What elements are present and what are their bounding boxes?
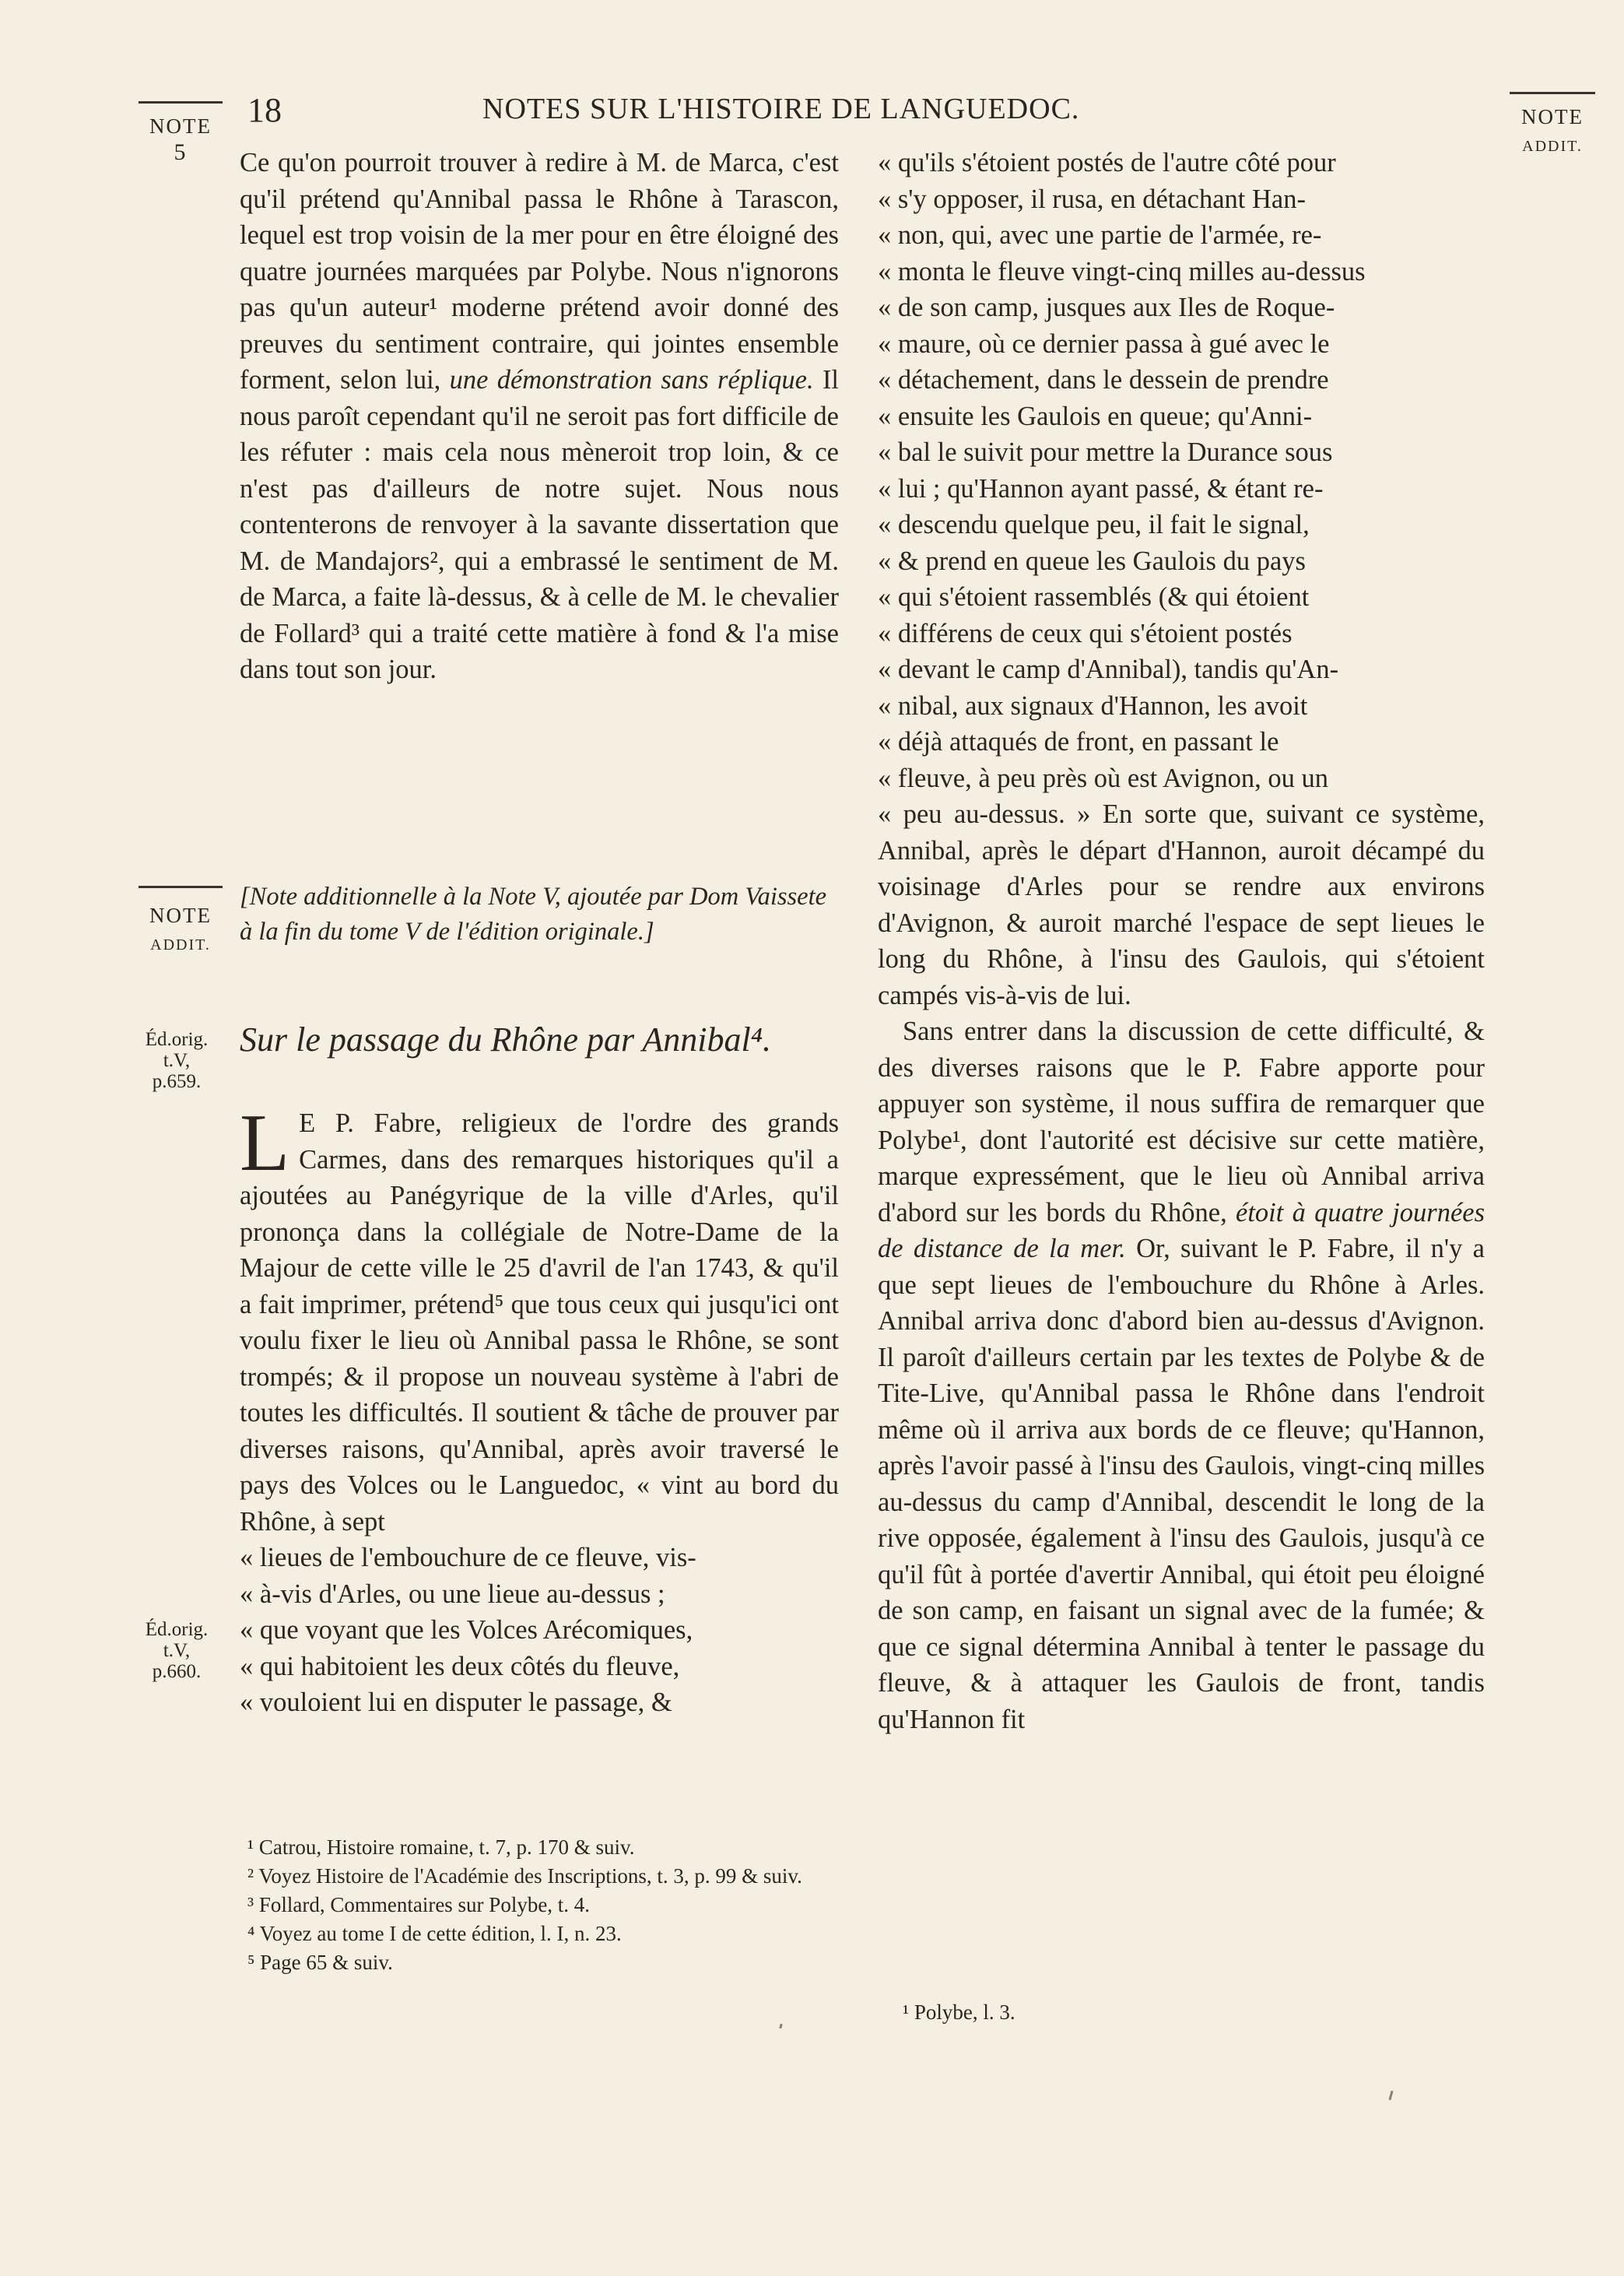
- quote-line: « monta le fleuve vingt-cinq milles au-dessus: [878, 256, 1366, 286]
- quote-line: « qui s'étoient rassemblés (& qui étoient: [878, 582, 1310, 612]
- footnote: ² Voyez Histoire de l'Académie des Inscriptions, t. 3, p. 99 & suiv.: [247, 1864, 802, 1888]
- footnote: ¹ Catrou, Histoire romaine, t. 7, p. 170 & suiv.: [247, 1835, 635, 1859]
- edition-ref-660: Éd.orig. t.V, p.660.: [145, 1619, 209, 1682]
- quote-line: « détachement, dans le dessein de prendre: [878, 365, 1329, 395]
- quote-end-paragraph: « peu au-dessus. » En sorte que, suivant ce système, Annibal, après le départ d'Hannon, auroit décampé du voisinage d'Arles pour se rendre aux environs d'Avignon, & auroit marché l'espace de sept lieues le long du Rhône, à l'insu des Gaulois, qui s'étoient campés vis-à-vis de lui.: [878, 799, 1485, 1010]
- right-note-sub: ADDIT.: [1522, 138, 1583, 155]
- quote-line: « descendu quelque peu, il fait le signal,: [878, 510, 1310, 539]
- right-footnote: ¹ Polybe, l. 3.: [903, 2000, 1015, 2024]
- right-note-rule: [1510, 92, 1595, 94]
- footnote: ³ Follard, Commentaires sur Polybe, t. 4.: [247, 1893, 591, 1916]
- quote-line: « qu'ils s'étoient postés de l'autre côté pour: [878, 148, 1336, 177]
- left-note-number: 5: [174, 139, 188, 165]
- intro-text-end: Il nous paroît cependant qu'il ne seroit pas fort difficile de les réfuter : mais cela nous mèneroit trop loin, & ce n'est pas d'ailleurs de notre sujet. Nous nous contenterons de renvoyer à la savante dissertation que M. de Mandajors², qui a embrassé le sentiment de M. de Marca, a faite là-dessus, & à celle de M. le chevalier de Follard³ qui a traité cette matière à fond & l'a mise dans tout son jour.: [240, 365, 840, 684]
- quote-line: « différens de ceux qui s'étoient postés: [878, 618, 1293, 648]
- left-footnotes: [247, 1833, 839, 1977]
- para2-text: Sans entrer dans la discussion de cette difficulté, & des diverses raisons que le P. Fabre apporte pour appuyer son système, il nous suffira de remarquer que Polybe¹, dont l'autorité est décisive sur cette matière, marque expressément, que le lieu où Annibal arriva d'abord sur les bords du Rhône,: [878, 1017, 1485, 1228]
- edition-ref-659: Éd.orig. t.V, p.659.: [145, 1029, 209, 1092]
- drop-cap: L: [240, 1097, 290, 1188]
- right-column: [878, 145, 1485, 1737]
- quote-line: « devant le camp d'Annibal), tandis qu'An-: [878, 655, 1339, 684]
- left-column-body: [240, 1097, 839, 1721]
- page-number: 18: [247, 91, 282, 129]
- para2-italic: étoit à quatre journées de distance de la mer.: [878, 1197, 1485, 1263]
- running-head: NOTES SUR L'HISTOIRE DE LANGUEDOC.: [482, 93, 1080, 125]
- quote-line: « qui habitoient les deux côtés du fleuve,: [240, 1651, 680, 1681]
- additional-note: [Note additionnelle à la Note V, ajoutée par Dom Vaissete à la fin du tome V de l'édition originale.]: [240, 883, 827, 946]
- left-note-label: NOTE: [149, 114, 212, 138]
- quote-line: « vouloient lui en disputer le passage, &: [240, 1688, 672, 1717]
- intro-text: Ce qu'on pourroit trouver à redire à M. de Marca, c'est qu'il prétend qu'Annibal passa le Rhône à Tarascon, lequel est trop voisin de la mer pour en être éloigné des quatre journées marquées par Polybe. Nous n'ignorons pas qu'un auteur¹ moderne prétend avoir donné des preuves du sentiment contraire, qui jointes ensemble forment, selon lui,: [240, 148, 839, 395]
- quote-line: « lui ; qu'Hannon ayant passé, & étant re-: [878, 473, 1324, 504]
- footnote: ⁴ Voyez au tome I de cette édition, l. I, n. 23.: [247, 1922, 622, 1945]
- quote-line: « ensuite les Gaulois en queue; qu'Anni-: [878, 401, 1313, 431]
- left-note-rule: [139, 101, 223, 104]
- quote-line: « lieues de l'embouchure de ce fleuve, vis-: [240, 1543, 696, 1572]
- addit-note-rule: [139, 886, 223, 888]
- quote-line: « non, qui, avec une partie de l'armée, re-: [878, 220, 1322, 250]
- quote-line: « de son camp, jusques aux Iles de Roque-: [878, 293, 1335, 322]
- addit-note-label: NOTE: [149, 904, 212, 927]
- body-text: E P. Fabre, religieux de l'ordre des grands Carmes, dans des remarques historiques qu'il a ajoutées au Panégyrique de la ville d'Arles, qu'il prononça dans la collégiale de Notre-Dame de la Majour de cette ville le 25 d'avril de l'an 1743, & qu'il a fait imprimer, prétend⁵ que tous ceux qui jusqu'ici ont voulu fixer le lieu où Annibal passa le Rhône, se sont trompés; & il propose un nouveau système à l'abri de toutes les difficultés. Il soutient & tâche de prouver par diverses raisons, qu'Annibal, après avoir traversé le pays des Volces ou le Languedoc, « vint au bord du Rhône, à sept: [240, 1108, 839, 1537]
- section-heading: Sur le passage du Rhône par Annibal⁴.: [240, 1020, 772, 1059]
- right-note-label: NOTE: [1521, 105, 1584, 128]
- quote-line: « nibal, aux signaux d'Hannon, les avoit: [878, 690, 1308, 721]
- left-column-intro: [240, 145, 839, 688]
- quote-line: « bal le suivit pour mettre la Durance sous: [878, 437, 1333, 467]
- quote-line: « maure, où ce dernier passa à gué avec le: [878, 328, 1330, 359]
- quote-line: « s'y opposer, il rusa, en détachant Han-: [878, 184, 1306, 214]
- intro-italic: une démonstration sans réplique.: [449, 365, 814, 395]
- quote-line: « fleuve, à peu près où est Avignon, ou un: [878, 763, 1329, 793]
- quote-line: « que voyant que les Volces Arécomiques,: [240, 1615, 693, 1645]
- footnote: ⁵ Page 65 & suiv.: [247, 1951, 393, 1974]
- para2-text-end: Or, suivant le P. Fabre, il n'y a que sept lieues de l'embouchure du Rhône à Arles. Annibal arriva donc d'abord bien au-dessus d'Avignon. Il paroît d'ailleurs certain par les textes de Polybe & de Tite-Live, qu'Annibal passa le Rhône dans l'endroit même où il arriva aux bords de ce fleuve; qu'Hannon, après l'avoir passé à l'insu des Gaulois, vingt-cinq milles au-dessus du camp d'Annibal, descendit le long de la rive opposée, également à l'insu des Gaulois, jusqu'à ce qu'il fût à portée d'avertir Annibal, qui étoit peu éloigné de son camp, en faisant un signal avec de la fumée; & que ce signal détermina Annibal à tenter le passage du fleuve, & à attaquer les Gaulois de front, tandis qu'Hannon fit: [878, 1234, 1485, 1734]
- paper-speck: [1388, 2091, 1393, 2100]
- quote-line: « déjà attaqués de front, en passant le: [878, 727, 1279, 757]
- paper-speck: [779, 2024, 782, 2029]
- addit-note-sub: ADDIT.: [150, 936, 211, 954]
- quote-line: « & prend en queue les Gaulois du pays: [878, 546, 1306, 576]
- quote-line: « à-vis d'Arles, ou une lieue au-dessus ;: [240, 1579, 665, 1609]
